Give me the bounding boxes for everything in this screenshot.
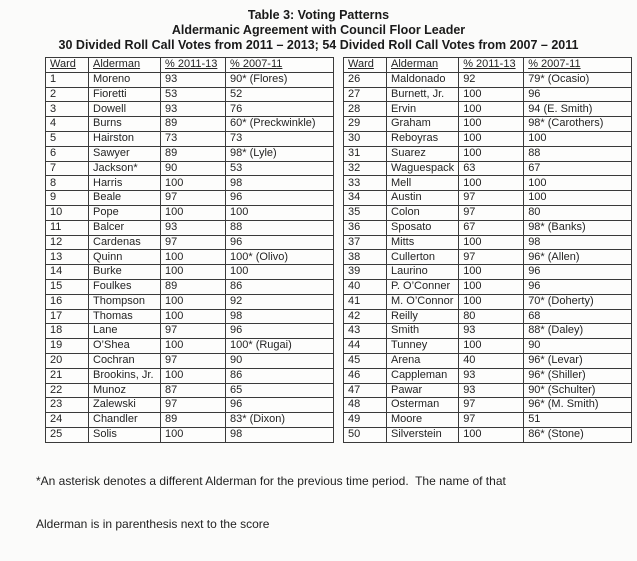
alderman-cell: Thomas <box>89 309 161 324</box>
ward-cell: 6 <box>46 146 89 161</box>
ward-cell: 38 <box>344 250 387 265</box>
pct-2007-11-cell: 96 <box>226 324 334 339</box>
pct-2007-11-cell: 65 <box>226 383 334 398</box>
pct-2007-11-cell: 100 <box>524 176 632 191</box>
alderman-cell: Moreno <box>89 72 161 87</box>
alderman-cell: Burke <box>89 265 161 280</box>
table-row <box>46 250 334 265</box>
alderman-cell: Suarez <box>387 146 459 161</box>
alderman-cell: Sposato <box>387 220 459 235</box>
table-row <box>46 235 334 250</box>
alderman-cell: Pawar <box>387 383 459 398</box>
alderman-cell: Solis <box>89 427 161 442</box>
table-row <box>46 102 334 117</box>
alderman-cell: Waguespack <box>387 161 459 176</box>
alderman-cell: Munoz <box>89 383 161 398</box>
ward-cell: 33 <box>344 176 387 191</box>
ward-cell: 39 <box>344 265 387 280</box>
column-header-alderman: Alderman <box>89 58 161 73</box>
ward-cell: 34 <box>344 191 387 206</box>
footnote <box>36 445 637 561</box>
pct-2007-11-cell: 88 <box>226 220 334 235</box>
pct-2007-11-cell: 96* (M. Smith) <box>524 398 632 413</box>
ward-cell: 9 <box>46 191 89 206</box>
table-row <box>46 324 334 339</box>
pct-2007-11-cell: 67 <box>524 161 632 176</box>
alderman-cell: Jackson* <box>89 161 161 176</box>
table-row <box>344 353 632 368</box>
ward-cell: 43 <box>344 324 387 339</box>
alderman-cell: Thompson <box>89 294 161 309</box>
pct-2007-11-cell: 98* (Lyle) <box>226 146 334 161</box>
table-row <box>344 131 632 146</box>
table-title: Table 3: Voting Patterns <box>247 8 390 22</box>
footnote-line-1: *An asterisk denotes a different Alderman for the previous time period. The name of that <box>36 473 506 488</box>
pct-2007-11-cell: 51 <box>524 413 632 428</box>
pct-2011-13-cell: 89 <box>161 117 226 132</box>
ward-cell: 10 <box>46 205 89 220</box>
table-row <box>46 279 334 294</box>
ward-cell: 1 <box>46 72 89 87</box>
ward-cell: 4 <box>46 117 89 132</box>
table-row <box>344 146 632 161</box>
footnote-line-2: Alderman is in parenthesis next to the score <box>36 517 270 532</box>
pct-2007-11-cell: 98* (Carothers) <box>524 117 632 132</box>
table-row <box>344 398 632 413</box>
alderman-cell: Maldonado <box>387 72 459 87</box>
table-row <box>344 413 632 428</box>
ward-cell: 42 <box>344 309 387 324</box>
table-row <box>344 294 632 309</box>
table-row <box>46 205 334 220</box>
table-row <box>46 265 334 280</box>
pct-2007-11-cell: 96* (Levar) <box>524 353 632 368</box>
alderman-cell: Foulkes <box>89 279 161 294</box>
alderman-cell: Reilly <box>387 309 459 324</box>
pct-2011-13-cell: 100 <box>459 235 524 250</box>
pct-2007-11-cell: 96 <box>226 235 334 250</box>
ward-cell: 47 <box>344 383 387 398</box>
pct-2011-13-cell: 53 <box>161 87 226 102</box>
pct-2007-11-cell: 60* (Preckwinkle) <box>226 117 334 132</box>
alderman-cell: O’Shea <box>89 339 161 354</box>
pct-2011-13-cell: 100 <box>459 131 524 146</box>
table-row <box>344 72 632 87</box>
ward-cell: 17 <box>46 309 89 324</box>
pct-2011-13-cell: 93 <box>161 102 226 117</box>
pct-2007-11-cell: 90* (Schulter) <box>524 383 632 398</box>
ward-cell: 31 <box>344 146 387 161</box>
alderman-cell: Pope <box>89 205 161 220</box>
ward-cell: 40 <box>344 279 387 294</box>
table-row <box>344 339 632 354</box>
pct-2011-13-cell: 100 <box>161 265 226 280</box>
alderman-cell: Mitts <box>387 235 459 250</box>
table-row <box>46 191 334 206</box>
pct-2007-11-cell: 92 <box>226 294 334 309</box>
pct-2007-11-cell: 100 <box>524 131 632 146</box>
pct-2011-13-cell: 40 <box>459 353 524 368</box>
pct-2011-13-cell: 97 <box>459 413 524 428</box>
ward-cell: 48 <box>344 398 387 413</box>
table-row <box>344 176 632 191</box>
table-row <box>46 117 334 132</box>
pct-2007-11-cell: 86 <box>226 279 334 294</box>
table-row <box>344 205 632 220</box>
alderman-cell: Osterman <box>387 398 459 413</box>
voting-tables-container <box>45 57 637 443</box>
ward-cell: 5 <box>46 131 89 146</box>
ward-cell: 20 <box>46 353 89 368</box>
pct-2011-13-cell: 100 <box>459 117 524 132</box>
ward-cell: 14 <box>46 265 89 280</box>
pct-2007-11-cell: 96* (Allen) <box>524 250 632 265</box>
pct-2011-13-cell: 100 <box>459 146 524 161</box>
pct-2007-11-cell: 100 <box>524 191 632 206</box>
column-header-pct-2011-13: % 2011-13 <box>161 58 226 73</box>
pct-2007-11-cell: 98 <box>226 309 334 324</box>
column-header-ward: Ward <box>46 58 89 73</box>
pct-2007-11-cell: 96* (Shiller) <box>524 368 632 383</box>
table-row <box>344 191 632 206</box>
alderman-cell: Cappleman <box>387 368 459 383</box>
alderman-cell: Colon <box>387 205 459 220</box>
header-row <box>344 58 632 73</box>
pct-2007-11-cell: 86 <box>226 368 334 383</box>
alderman-cell: Burns <box>89 117 161 132</box>
alderman-cell: Hairston <box>89 131 161 146</box>
ward-cell: 30 <box>344 131 387 146</box>
pct-2007-11-cell: 100 <box>226 265 334 280</box>
pct-2011-13-cell: 93 <box>459 368 524 383</box>
pct-2011-13-cell: 100 <box>459 265 524 280</box>
ward-cell: 22 <box>46 383 89 398</box>
table-row <box>46 176 334 191</box>
pct-2007-11-cell: 88 <box>524 146 632 161</box>
alderman-cell: Reboyras <box>387 131 459 146</box>
table-title-block <box>0 0 637 53</box>
alderman-cell: Tunney <box>387 339 459 354</box>
pct-2007-11-cell: 100* (Olivo) <box>226 250 334 265</box>
pct-2011-13-cell: 93 <box>459 383 524 398</box>
alderman-cell: Dowell <box>89 102 161 117</box>
ward-cell: 8 <box>46 176 89 191</box>
column-header-alderman: Alderman <box>387 58 459 73</box>
table-row <box>46 383 334 398</box>
pct-2011-13-cell: 97 <box>459 191 524 206</box>
pct-2011-13-cell: 89 <box>161 413 226 428</box>
pct-2007-11-cell: 96 <box>226 191 334 206</box>
pct-2011-13-cell: 63 <box>459 161 524 176</box>
pct-2011-13-cell: 67 <box>459 220 524 235</box>
pct-2011-13-cell: 100 <box>161 309 226 324</box>
pct-2011-13-cell: 80 <box>459 309 524 324</box>
ward-cell: 15 <box>46 279 89 294</box>
header-row <box>46 58 334 73</box>
pct-2007-11-cell: 80 <box>524 205 632 220</box>
ward-cell: 41 <box>344 294 387 309</box>
alderman-cell: Cardenas <box>89 235 161 250</box>
pct-2011-13-cell: 100 <box>459 339 524 354</box>
ward-cell: 50 <box>344 427 387 442</box>
table-row <box>344 117 632 132</box>
ward-cell: 3 <box>46 102 89 117</box>
pct-2011-13-cell: 100 <box>161 294 226 309</box>
pct-2011-13-cell: 100 <box>459 102 524 117</box>
ward-cell: 21 <box>46 368 89 383</box>
alderman-cell: P. O’Conner <box>387 279 459 294</box>
pct-2011-13-cell: 100 <box>161 427 226 442</box>
alderman-cell: Austin <box>387 191 459 206</box>
column-header-pct-2007-11: % 2007-11 <box>226 58 334 73</box>
ward-cell: 13 <box>46 250 89 265</box>
ward-cell: 36 <box>344 220 387 235</box>
ward-cell: 27 <box>344 87 387 102</box>
table-row <box>344 383 632 398</box>
pct-2011-13-cell: 93 <box>459 324 524 339</box>
alderman-cell: Brookins, Jr. <box>89 368 161 383</box>
pct-2011-13-cell: 97 <box>161 353 226 368</box>
pct-2011-13-cell: 100 <box>459 294 524 309</box>
pct-2011-13-cell: 100 <box>161 205 226 220</box>
alderman-cell: Sawyer <box>89 146 161 161</box>
pct-2011-13-cell: 97 <box>459 398 524 413</box>
ward-cell: 7 <box>46 161 89 176</box>
ward-cell: 32 <box>344 161 387 176</box>
pct-2007-11-cell: 86* (Stone) <box>524 427 632 442</box>
table-row <box>46 161 334 176</box>
pct-2011-13-cell: 97 <box>459 250 524 265</box>
pct-2007-11-cell: 70* (Doherty) <box>524 294 632 309</box>
pct-2011-13-cell: 73 <box>161 131 226 146</box>
pct-2007-11-cell: 68 <box>524 309 632 324</box>
pct-2011-13-cell: 100 <box>161 368 226 383</box>
table-row <box>46 427 334 442</box>
table-subtitle-votes: 30 Divided Roll Call Votes from 2011 – 2013; 54 Divided Roll Call Votes from 2007 – 2011 <box>58 38 579 52</box>
pct-2007-11-cell: 100 <box>226 205 334 220</box>
alderman-cell: Cochran <box>89 353 161 368</box>
pct-2007-11-cell: 98 <box>226 427 334 442</box>
pct-2007-11-cell: 73 <box>226 131 334 146</box>
alderman-cell: Smith <box>387 324 459 339</box>
pct-2011-13-cell: 92 <box>459 72 524 87</box>
pct-2007-11-cell: 90 <box>524 339 632 354</box>
alderman-cell: Silverstein <box>387 427 459 442</box>
alderman-cell: Balcer <box>89 220 161 235</box>
column-header-pct-2011-13: % 2011-13 <box>459 58 524 73</box>
table-row <box>344 250 632 265</box>
pct-2011-13-cell: 93 <box>161 72 226 87</box>
table-row <box>46 398 334 413</box>
pct-2007-11-cell: 100* (Rugai) <box>226 339 334 354</box>
pct-2007-11-cell: 94 (E. Smith) <box>524 102 632 117</box>
table-row <box>46 368 334 383</box>
pct-2011-13-cell: 100 <box>161 176 226 191</box>
table-row <box>46 87 334 102</box>
pct-2011-13-cell: 93 <box>161 220 226 235</box>
pct-2007-11-cell: 98 <box>524 235 632 250</box>
alderman-cell: Harris <box>89 176 161 191</box>
ward-cell: 45 <box>344 353 387 368</box>
alderman-cell: Ervin <box>387 102 459 117</box>
pct-2011-13-cell: 97 <box>161 398 226 413</box>
ward-cell: 29 <box>344 117 387 132</box>
pct-2007-11-cell: 98 <box>226 176 334 191</box>
table-row <box>344 235 632 250</box>
alderman-cell: Laurino <box>387 265 459 280</box>
pct-2011-13-cell: 97 <box>161 324 226 339</box>
alderman-cell: Moore <box>387 413 459 428</box>
ward-cell: 46 <box>344 368 387 383</box>
table-row <box>344 427 632 442</box>
ward-cell: 23 <box>46 398 89 413</box>
pct-2007-11-cell: 96 <box>524 265 632 280</box>
pct-2011-13-cell: 100 <box>161 339 226 354</box>
pct-2011-13-cell: 89 <box>161 279 226 294</box>
table-row <box>46 309 334 324</box>
ward-cell: 26 <box>344 72 387 87</box>
ward-cell: 49 <box>344 413 387 428</box>
ward-cell: 2 <box>46 87 89 102</box>
ward-cell: 25 <box>46 427 89 442</box>
table-row <box>46 294 334 309</box>
alderman-cell: Zalewski <box>89 398 161 413</box>
voting-table-wards-1-25 <box>45 57 334 443</box>
alderman-cell: Mell <box>387 176 459 191</box>
pct-2007-11-cell: 98* (Banks) <box>524 220 632 235</box>
alderman-cell: Cullerton <box>387 250 459 265</box>
column-header-ward: Ward <box>344 58 387 73</box>
pct-2007-11-cell: 52 <box>226 87 334 102</box>
pct-2011-13-cell: 100 <box>459 176 524 191</box>
table-row <box>344 220 632 235</box>
pct-2011-13-cell: 87 <box>161 383 226 398</box>
pct-2011-13-cell: 90 <box>161 161 226 176</box>
pct-2007-11-cell: 96 <box>524 87 632 102</box>
ward-cell: 18 <box>46 324 89 339</box>
ward-cell: 16 <box>46 294 89 309</box>
pct-2011-13-cell: 97 <box>459 205 524 220</box>
pct-2007-11-cell: 79* (Ocasio) <box>524 72 632 87</box>
pct-2011-13-cell: 89 <box>161 146 226 161</box>
alderman-cell: Arena <box>387 353 459 368</box>
pct-2007-11-cell: 83* (Dixon) <box>226 413 334 428</box>
pct-2011-13-cell: 100 <box>459 87 524 102</box>
alderman-cell: Lane <box>89 324 161 339</box>
table-row <box>344 309 632 324</box>
table-row <box>344 279 632 294</box>
table-row <box>46 413 334 428</box>
pct-2011-13-cell: 97 <box>161 235 226 250</box>
alderman-cell: Beale <box>89 191 161 206</box>
alderman-cell: Graham <box>387 117 459 132</box>
table-row <box>344 265 632 280</box>
pct-2011-13-cell: 100 <box>161 250 226 265</box>
pct-2011-13-cell: 97 <box>161 191 226 206</box>
alderman-cell: M. O’Connor <box>387 294 459 309</box>
pct-2007-11-cell: 90 <box>226 353 334 368</box>
alderman-cell: Burnett, Jr. <box>387 87 459 102</box>
voting-table-wards-26-50 <box>343 57 632 443</box>
pct-2007-11-cell: 76 <box>226 102 334 117</box>
pct-2007-11-cell: 88* (Daley) <box>524 324 632 339</box>
ward-cell: 12 <box>46 235 89 250</box>
ward-cell: 28 <box>344 102 387 117</box>
table-row <box>46 220 334 235</box>
ward-cell: 11 <box>46 220 89 235</box>
pct-2011-13-cell: 100 <box>459 427 524 442</box>
table-row <box>46 146 334 161</box>
alderman-cell: Chandler <box>89 413 161 428</box>
ward-cell: 24 <box>46 413 89 428</box>
table-row <box>46 131 334 146</box>
table-row <box>46 72 334 87</box>
ward-cell: 37 <box>344 235 387 250</box>
column-header-pct-2007-11: % 2007-11 <box>524 58 632 73</box>
table-subtitle: Aldermanic Agreement with Council Floor Leader <box>171 23 466 37</box>
table-row <box>344 87 632 102</box>
ward-cell: 44 <box>344 339 387 354</box>
pct-2007-11-cell: 53 <box>226 161 334 176</box>
table-row <box>46 339 334 354</box>
table-row <box>344 161 632 176</box>
table-row <box>344 368 632 383</box>
ward-cell: 19 <box>46 339 89 354</box>
table-row <box>46 353 334 368</box>
alderman-cell: Quinn <box>89 250 161 265</box>
table-row <box>344 324 632 339</box>
pct-2007-11-cell: 96 <box>226 398 334 413</box>
alderman-cell: Fioretti <box>89 87 161 102</box>
table-row <box>344 102 632 117</box>
pct-2007-11-cell: 90* (Flores) <box>226 72 334 87</box>
pct-2007-11-cell: 96 <box>524 279 632 294</box>
ward-cell: 35 <box>344 205 387 220</box>
pct-2011-13-cell: 100 <box>459 279 524 294</box>
